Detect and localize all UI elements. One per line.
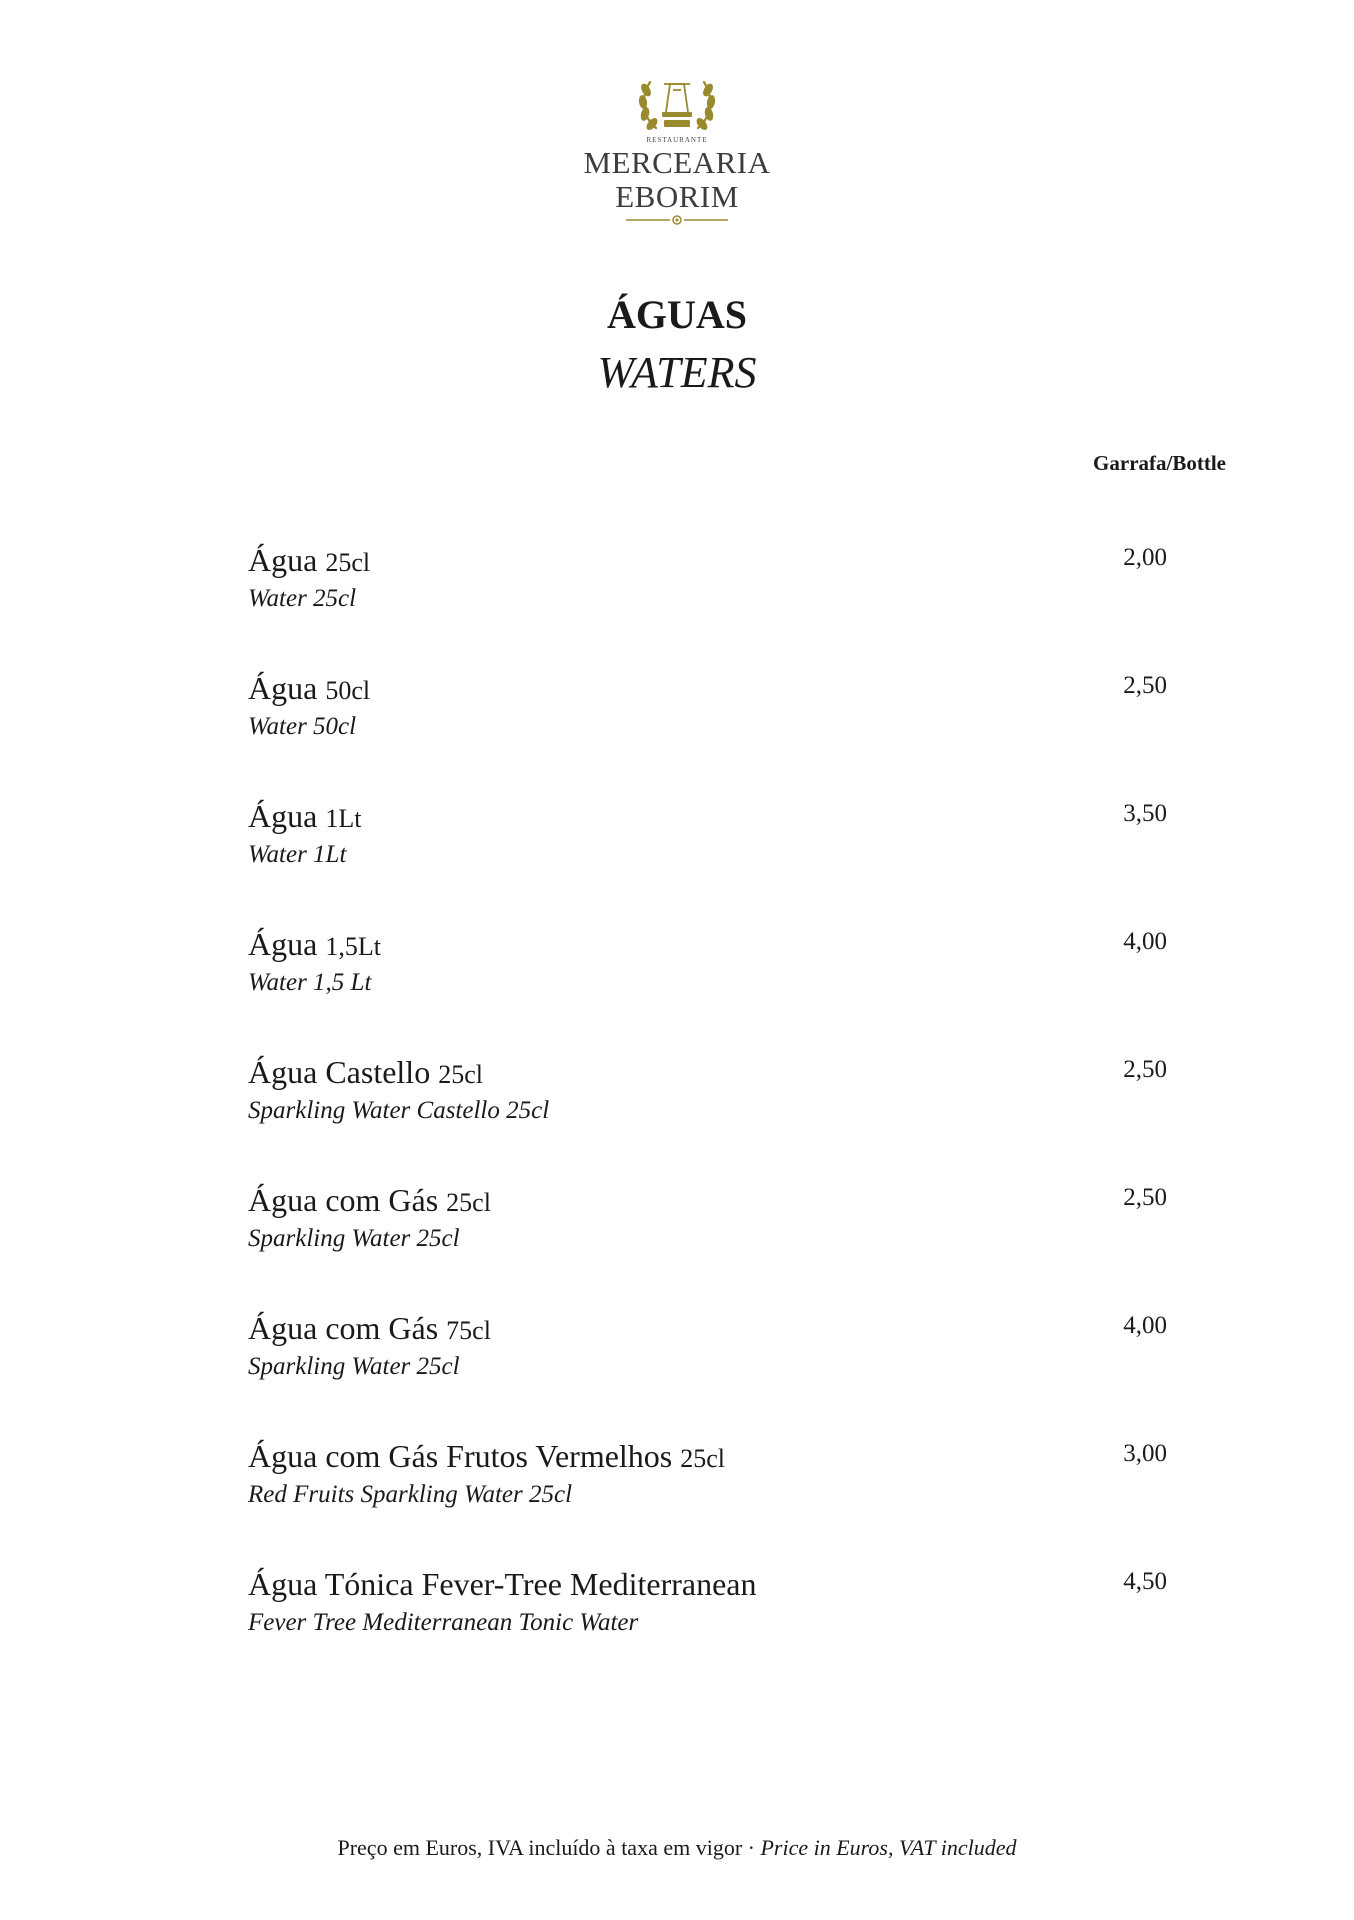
menu-item [248,1308,1188,1408]
menu-item-size: 25cl [438,1060,483,1089]
menu-item-description: Water 50cl [248,713,357,740]
price-footnote [0,1833,1354,1863]
menu-item [248,1180,1188,1280]
menu-item-description: Sparkling Water Castello 25cl [248,1097,550,1124]
logo-ornament-divider [622,214,732,226]
laurel-crest-icon [634,68,720,134]
logo-small-text: RESTAURANTE [646,136,708,144]
menu-item [248,924,1188,1024]
menu-item [248,540,1188,640]
menu-item [248,668,1188,768]
page-subtitle: WATERS [597,348,757,397]
menu-item-description: Water 1,5 Lt [248,969,372,996]
footnote-english: Price in Euros, VAT included [760,1835,1017,1860]
menu-item-description: Red Fruits Sparkling Water 25cl [248,1481,573,1508]
menu-item-size: 1,5Lt [325,932,381,961]
footnote-portuguese: Preço em Euros, IVA incluído à taxa em vigor · [337,1835,755,1860]
menu-item-name: Água com Gás 75cl [248,1310,491,1346]
menu-item-description: Sparkling Water 25cl [248,1353,460,1380]
menu-item-name: Água 1,5Lt [248,926,381,962]
menu-item [248,1436,1188,1536]
menu-item-price: 2,50 [1123,672,1167,699]
menu-item-price: 4,00 [1123,928,1167,955]
restaurant-logo [0,68,1354,226]
menu-item-price: 3,00 [1123,1440,1167,1467]
menu-item-size: 25cl [325,548,371,577]
menu-item-price: 4,50 [1123,1568,1167,1595]
menu-item-name: Água 50cl [248,670,371,706]
menu-item [248,1052,1188,1152]
menu-item-price: 4,00 [1123,1312,1167,1339]
page-title: ÁGUAS [606,292,748,337]
menu-item-name: Água 25cl [248,542,371,578]
menu-item-name: Água com Gás 25cl [248,1182,491,1218]
menu-item-size: 25cl [446,1188,491,1217]
menu-item-name: Água com Gás Frutos Vermelhos 25cl [248,1438,726,1474]
price-column-header: Garrafa/Bottle [1093,451,1226,475]
menu-item-description: Water 1Lt [248,841,347,868]
menu-item-size: 1Lt [325,804,362,833]
menu-item-size: 25cl [680,1444,726,1473]
menu-item-price: 2,00 [1123,544,1167,571]
menu-item-name: Água Castello 25cl [248,1054,483,1090]
menu-item-name: Água 1Lt [248,798,362,834]
menu-item [248,1564,1188,1664]
menu-item [248,796,1188,896]
menu-item-price: 2,50 [1123,1184,1167,1211]
menu-item-description: Water 25cl [248,585,357,612]
logo-name-line2: EBORIM [615,179,739,214]
logo-name-line1: MERCEARIA [583,145,771,180]
menu-item-price: 2,50 [1123,1056,1167,1083]
menu-item-description: Fever Tree Mediterranean Tonic Water [248,1609,639,1636]
menu-item-size: 75cl [446,1316,491,1345]
menu-item-name: Água Tónica Fever-Tree Mediterranean [248,1566,757,1602]
menu-item-price: 3,50 [1123,800,1167,827]
menu-item-description: Sparkling Water 25cl [248,1225,460,1252]
menu-item-size: 50cl [325,676,371,705]
